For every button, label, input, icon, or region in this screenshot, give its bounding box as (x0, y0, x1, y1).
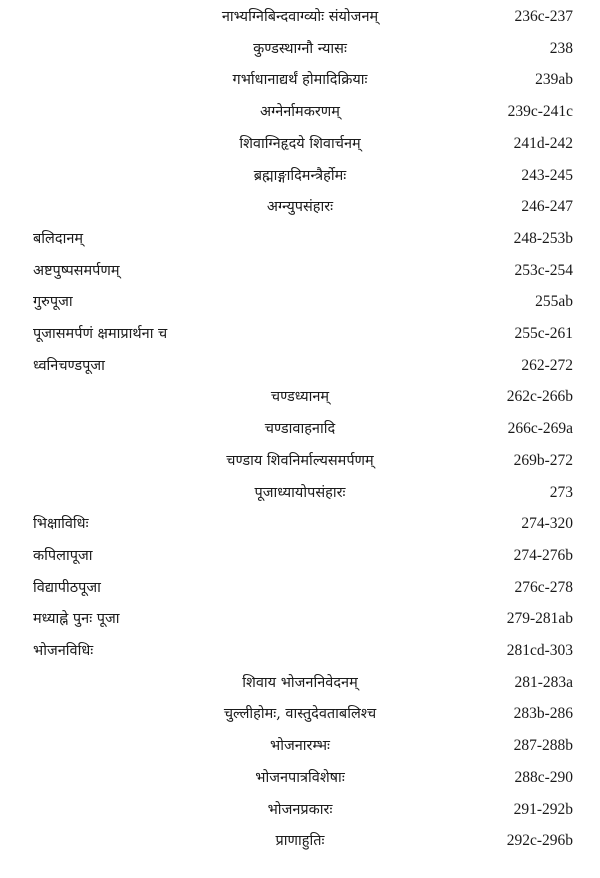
toc-entry (0, 194, 600, 220)
toc-entry-page: 266c-269a (507, 420, 573, 438)
toc-entry (0, 163, 600, 189)
toc-entry-page: 238 (549, 39, 573, 57)
toc-entry-page: 281-283a (514, 673, 573, 691)
toc-entry-page: 262c-266b (506, 388, 573, 406)
toc-entry-page: 255ab (535, 293, 573, 311)
toc-entry-title: नाभ्यग्निबिन्दवाग्व्योः संयोजनम् (221, 9, 379, 25)
toc-entry-page: 246-247 (521, 198, 573, 216)
toc-entry-page: 288c-290 (514, 768, 573, 786)
toc-entry-title: भोजनारम्भः (270, 738, 330, 755)
toc-entry-title: चण्डाय शिवनिर्माल्यसमर्पणम् (226, 452, 374, 469)
toc-entry-page: 241d-242 (513, 134, 573, 152)
toc-entry-title: चण्डावाहनादि (264, 421, 336, 438)
toc-entry-title: कुण्डस्थाग्नौ न्यासः (253, 40, 347, 57)
toc-entry-title: ध्वनिचण्डपूजा (33, 357, 105, 374)
toc-entry (0, 67, 600, 93)
toc-entry-title: चुल्लीहोमः, वास्तुदेवताबलिश्च (223, 706, 377, 723)
toc-entry-page: 292c-296b (506, 832, 573, 850)
toc-entry (0, 828, 600, 854)
toc-entry-title: पूजासमर्पणं क्षमाप्रार्थना च (33, 326, 168, 342)
toc-entry-page: 253c-254 (514, 261, 573, 279)
toc-entry-title: पूजाध्यायोपसंहारः (254, 484, 346, 501)
toc-entry-title: अग्न्युपसंहारः (266, 199, 334, 216)
toc-entry (0, 797, 600, 823)
toc-entry (0, 321, 600, 347)
toc-entry-title: प्राणाहुतिः (275, 833, 325, 850)
toc-entry-page: 248-253b (513, 229, 573, 247)
toc-entry (0, 36, 600, 62)
toc-entry-page: 262-272 (521, 356, 573, 374)
toc-entry-page: 287-288b (513, 737, 573, 755)
toc-entry-title: शिवाय भोजननिवेदनम् (242, 674, 358, 691)
toc-entry-title: विद्यापीठपूजा (33, 579, 101, 596)
toc-entry-page: 291-292b (513, 800, 573, 818)
toc-entry-title: मध्याह्ने पुनः पूजा (33, 611, 120, 628)
toc-entry-page: 281cd-303 (506, 642, 573, 659)
toc-entry-page: 274-276b (513, 546, 573, 564)
toc-entry (0, 416, 600, 442)
toc-entry-page: 276c-278 (514, 578, 573, 596)
toc-entry-page: 274-320 (521, 515, 573, 533)
toc-entry-page: 243-245 (521, 166, 573, 184)
toc-entry (0, 480, 600, 506)
toc-entry-page: 236c-237 (514, 8, 573, 25)
toc-entry (0, 606, 600, 632)
toc-entry (0, 258, 600, 284)
toc-entry-title: गुरुपूजा (33, 294, 73, 311)
toc-entry (0, 226, 600, 252)
toc-entry (0, 448, 600, 474)
toc-entry-page: 273 (549, 483, 573, 501)
toc-entry-title: ब्रह्माङ्गादिमन्त्रैर्होमः (253, 167, 347, 184)
toc-entry (0, 384, 600, 410)
toc-entry (0, 575, 600, 601)
toc-entry-title: भोजनविधिः (33, 643, 94, 659)
toc-entry-page: 255c-261 (514, 325, 573, 342)
toc-entry-title: भिक्षाविधिः (33, 516, 89, 533)
toc-entry-title: चण्डध्यानम् (270, 389, 330, 406)
toc-entry (0, 511, 600, 537)
toc-entry (0, 4, 600, 30)
toc-entry-title: भोजनप्रकारः (267, 801, 333, 818)
toc-entry-title: गर्भाधानाद्यर्थं होमादिक्रियाः (232, 72, 368, 89)
toc-entry (0, 701, 600, 727)
toc-entry-title: अग्नेर्नामकरणम् (260, 104, 340, 121)
toc-entry-title: बलिदानम् (33, 230, 84, 247)
toc-entry (0, 131, 600, 157)
toc-entry (0, 289, 600, 315)
toc-entry-title: शिवाग्निहृदये शिवार्चनम् (239, 135, 361, 152)
toc-entry-page: 239ab (535, 71, 573, 89)
toc-entry (0, 638, 600, 664)
toc-entry (0, 543, 600, 569)
toc-entry-page: 279-281ab (506, 610, 573, 628)
toc-entry (0, 99, 600, 125)
toc-entry (0, 353, 600, 379)
toc-entry-page: 283b-286 (513, 705, 573, 723)
toc-entry-title: भोजनपात्रविशेषाः (255, 769, 345, 786)
toc-entry-title: कपिलापूजा (33, 547, 93, 564)
toc-entry-page: 269b-272 (513, 451, 573, 469)
toc-entry (0, 670, 600, 696)
toc-entry-page: 239c-241c (507, 103, 573, 121)
toc-entry (0, 733, 600, 759)
toc-entry-title: अष्टपुष्पसमर्पणम् (33, 262, 120, 279)
toc-entry (0, 765, 600, 791)
